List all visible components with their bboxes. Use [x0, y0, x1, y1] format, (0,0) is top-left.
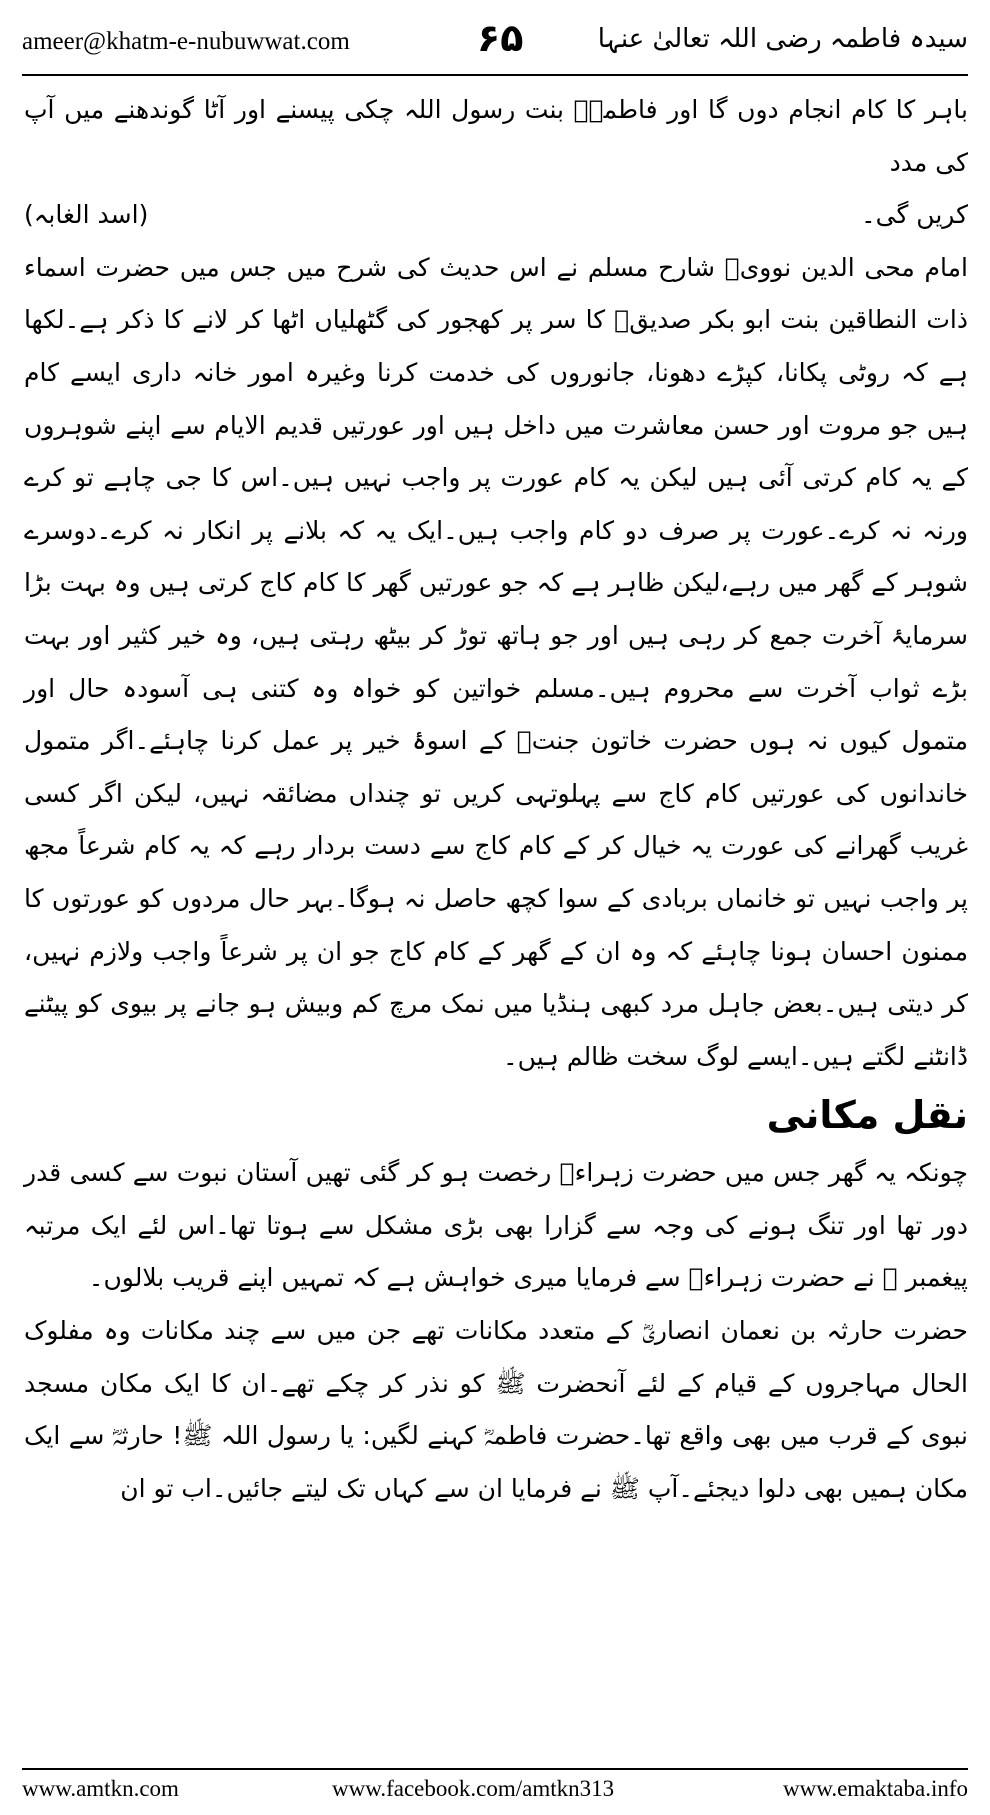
header-divider	[22, 74, 968, 76]
paragraph-2: امام محی الدین نوویؒ شارح مسلم نے اس حدیث کی شرح میں جس میں حضرت اسماء ذات النطاقین بنت ابو بکر صدیقؓ کا سر پر کھجور کی گٹھلیاں اٹھا کر لانے کا ذکر ہے۔لکھا ہے کہ روٹی پکانا، کپڑے دھونا، جانوروں کی خدمت کرنا وغیرہ امور خانہ داری ایسے کام ہیں جو مروت اور حسن معاشرت میں داخل ہیں اور عورتیں قدیم الایام سے اپنے شوہروں کے یہ کام کرتی آئی ہیں لیکن یہ کام عورت پر واجب نہیں ہیں۔اس کا جی چاہے تو کرے ورنہ نہ کرے۔عورت پر صرف دو کام واجب ہیں۔ایک یہ کہ بلانے پر انکار نہ کرے۔دوسرے شوہر کے گھر میں رہے،لیکن ظاہر ہے کہ جو عورتیں گھر کا کام کاج کرتی ہیں وہ بہت بڑا سرمایۂ آخرت جمع کر رہی ہیں اور جو ہاتھ توڑ کر بیٹھ رہتی ہیں، وہ خیر کثیر اور بہت بڑے ثواب آخرت سے محروم ہیں۔مسلم خواتین کو خواہ وہ کتنی ہی آسودہ حال اور متمول کیوں نہ ہوں حضرت خاتون جنتؓ کے اسوۂ خیر پر عمل کرنا چاہئے۔اگر متمول خاندانوں کی عورتیں کام کاج سے پہلوتہی کریں تو چنداں مضائقہ نہیں، لیکن اگر کسی غریب گھرانے کی عورت یہ خیال کر کے کام کاج سے دست بردار رہے کہ یہ کام شرعاً مجھ پر واجب نہیں تو خانماں بربادی کے سوا کچھ حاصل نہ ہوگا۔بہر حال مردوں کو عورتوں کا ممنون احسان ہونا چاہئے کہ وہ ان کے گھر کے کام کاج جو ان پر شرعاً واجب ولازم نہیں، کر دیتی ہیں۔بعض جاہل مرد کبھی ہنڈیا میں نمک مرچ کم وبیش ہو جانے پر بیوی کو پیٹنے ڈانٹنے لگتے ہیں۔ایسے لوگ سخت ظالم ہیں۔	[24, 252, 968, 1071]
page-number: ۶۵	[477, 16, 524, 60]
running-title: سیدہ فاطمہ رضی اللہ تعالیٰ عنہا	[597, 24, 968, 54]
source-citation: (اسد الغابہ)	[24, 200, 149, 230]
footer-link-amtkn[interactable]: www.amtkn.com	[22, 1776, 179, 1801]
footer-link-emaktaba[interactable]: www.emaktaba.info	[783, 1776, 968, 1801]
paragraph-1-end	[24, 189, 968, 242]
paragraph-4: حضرت حارثہ بن نعمان انصاریؓ کے متعدد مکانات تھے جن میں سے چند مکانات وہ مفلوک الحال مہاجروں کے قیام کے لئے آنحضرت ﷺ کو نذر کر چکے تھے۔ان کا ایک مکان مسجد نبوی کے قرب میں بھی واقع تھا۔حضرت فاطمہؓ کہنے لگیں: یا رسول اللہ ﷺ! حارثہؓ سے ایک مکان ہمیں بھی دلوا دیجئے۔آپ ﷺ نے فرمایا ان سے کہاں تک لیتے جائیں۔اب تو ان	[24, 1316, 968, 1503]
footer-link-facebook[interactable]: www.facebook.com/amtkn313	[332, 1776, 615, 1801]
page-header	[22, 14, 968, 74]
page-footer	[22, 1776, 968, 1810]
paragraph-3: چونکہ یہ گھر جس میں حضرت زہراءؓ رخصت ہو کر گئی تھیں آستان نبوت سے کسی قدر دور تھا اور تنگ ہونے کی وجہ سے گزارا بھی بڑی مشکل سے ہوتا تھا۔اس لئے ایک مرتبہ پیغمبر ﷺ نے حضرت زہراءؓ سے فرمایا میری خواہش ہے کہ تمہیں اپنے قریب بلالوں۔	[24, 1158, 968, 1293]
paragraph-1-line-2: کریں گی۔	[860, 200, 968, 230]
paragraph-1-line-1: باہر کا کام انجام دوں گا اور فاطمہؓ بنت رسول اللہ چکی پیسنے اور آٹا گوندھنے میں آپ کی مدد	[24, 95, 968, 177]
section-heading: نقل مکانی	[766, 1093, 968, 1138]
main-text	[24, 84, 968, 1515]
footer-divider	[22, 1768, 968, 1770]
header-email: ameer@khatm-e-nubuwwat.com	[22, 28, 350, 55]
